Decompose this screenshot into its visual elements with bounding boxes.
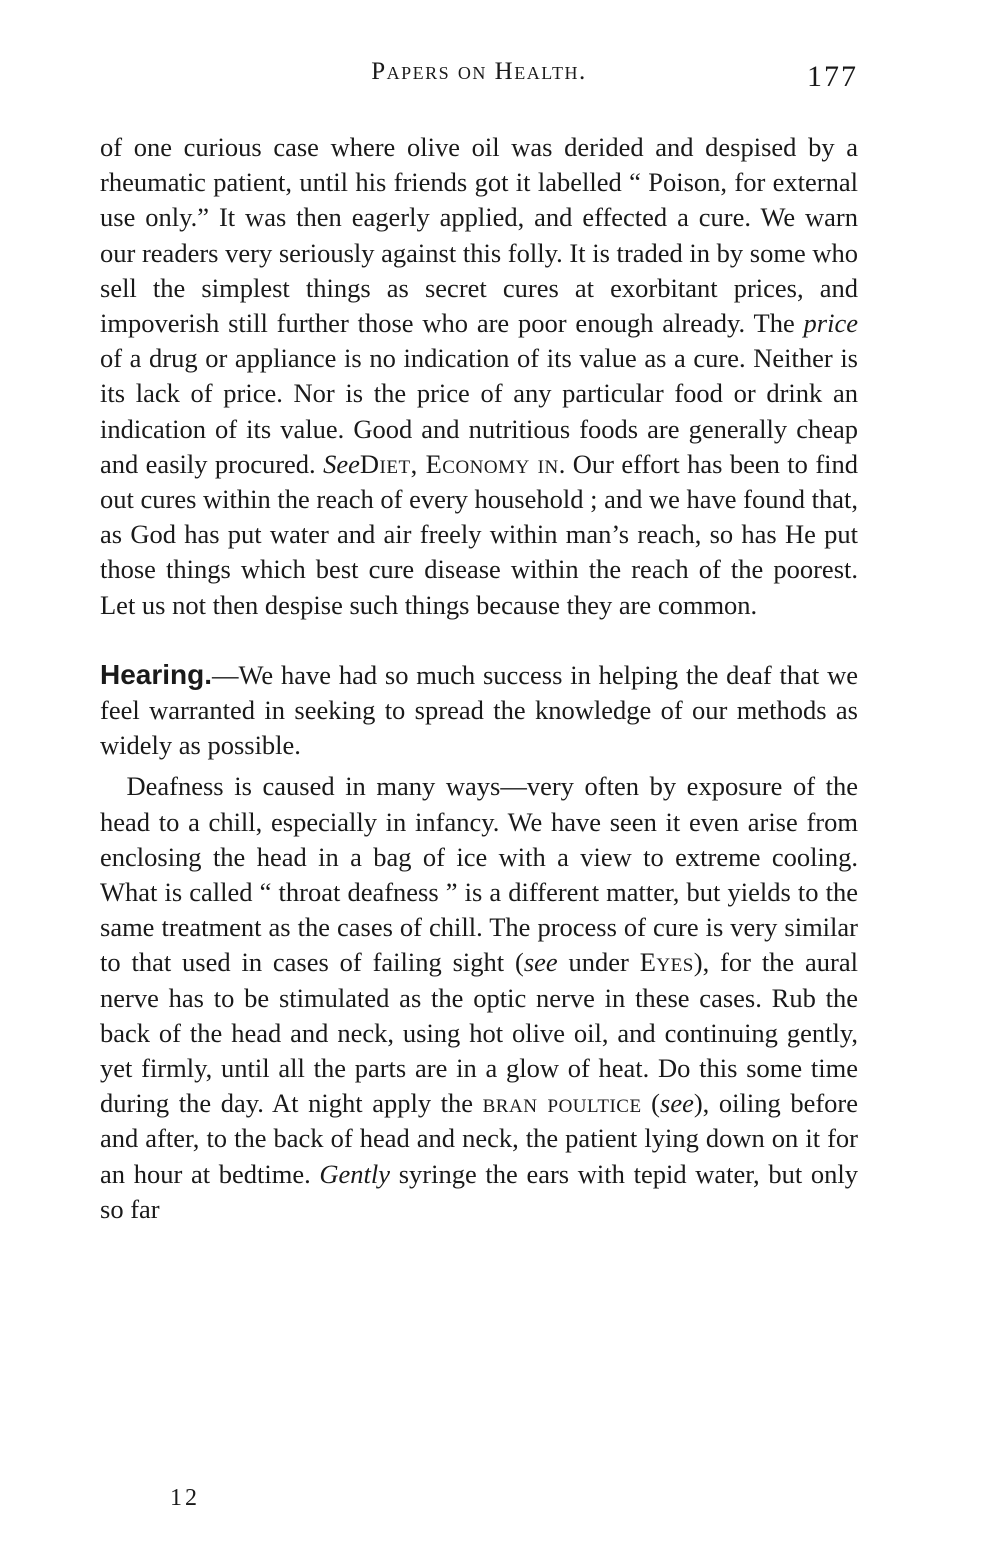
cross-reference: Eyes	[639, 947, 694, 978]
cross-reference: Diet, Economy in	[359, 448, 559, 479]
text-run: —We have had so much success in helping the deaf that we feel warranted in seeking to spread the knowledge of our methods as widely as possible.	[100, 659, 858, 761]
text-run: . Our effort has been to find out cures within the reach of every household ; and we have found that, as God has put water and air freely within man’s reach, so has He put those things which best cure disease within the reach of the poorest. Let us not then despise such things because they are common.	[100, 448, 859, 620]
running-title: Papers on Health.	[371, 58, 587, 85]
cross-reference: bran poultice	[482, 1088, 642, 1119]
text-run: of one curious case where olive oil was derided and despised by a rheumatic patient, until his friends got it labelled “ Poison, for external use only.” It was then eagerly applied, and effected a cure. We warn our readers very seriously against this folly. It is traded in by some who sell the simplest things as secret cures at exorbitant prices, and impoverish still further those who are poor enough already. The	[100, 132, 858, 339]
text-run: syringe the ears with tepid water, but only so far	[100, 1158, 858, 1224]
text-run: (	[641, 1088, 661, 1119]
italic-run: price	[803, 308, 858, 339]
paragraph-deafness	[100, 769, 858, 1227]
text-run: ), oiling before and after, to the back of head and neck, the patient lying down on it for an hour at bedtime.	[100, 1088, 858, 1189]
italic-run: See	[323, 448, 360, 479]
text-run: of a drug or appliance is no indication of its value as a cure. Neither is its lack of price. Nor is the price of any particular food or drink an indication of its value. Good and nutritious foods are generally cheap and easily procured.	[100, 343, 858, 479]
page-number: 177	[807, 60, 858, 93]
italic-run: see	[523, 947, 558, 978]
paragraph-continuation	[100, 130, 858, 623]
running-head	[100, 58, 858, 102]
text-run: ), for the aural nerve has to be stimulated as the optic nerve in these cases. Rub the back of the head and neck, using hot olive oil, and continuing gently, yet firmly, until all the parts are in a glow of heat. Do this some time during the day. At night apply the	[100, 947, 858, 1119]
paragraph-hearing-entry	[100, 657, 858, 764]
text-run: under	[557, 947, 640, 978]
entry-heading: Hearing.	[100, 658, 213, 690]
italic-run: see	[660, 1088, 694, 1119]
italic-run: Gently	[319, 1158, 391, 1189]
body-text	[100, 130, 858, 1227]
signature-mark: 12	[170, 1485, 200, 1511]
text-run: Deafness is caused in many ways—very often by exposure of the head to a chill, especially in infancy. We have seen it even arise from enclosing the head in a bag of ice with a view to extreme cooling. What is called “ throat deafness ” is a different matter, but yields to the same treatment as the cases of chill. The process of cure is very similar to that used in cases of failing sight (	[100, 771, 858, 978]
